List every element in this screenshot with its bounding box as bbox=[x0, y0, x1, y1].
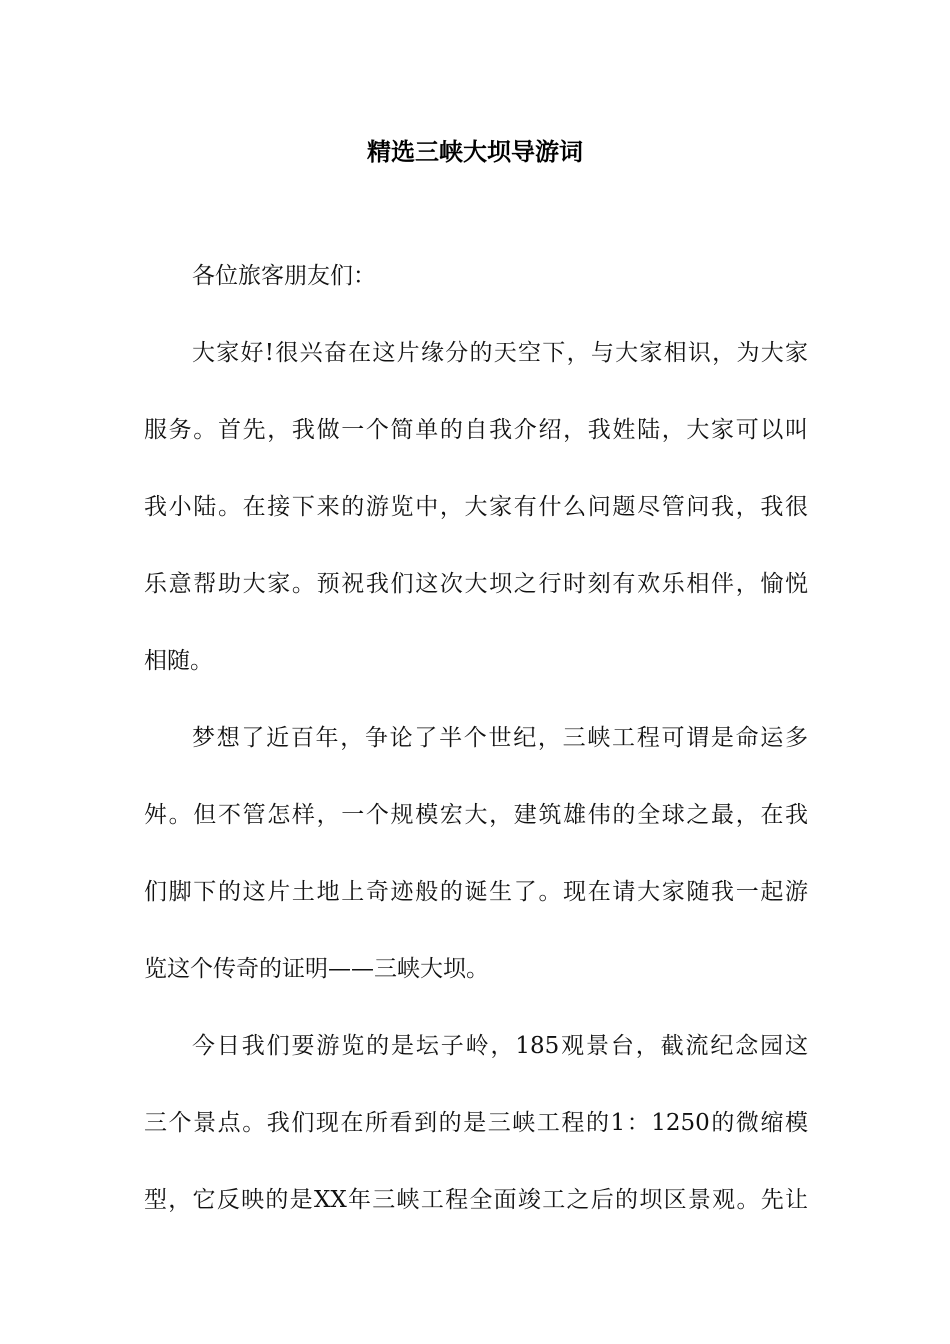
paragraph-line: 览这个传奇的证明——三峡大坝。 bbox=[144, 956, 489, 982]
paragraph-line: 梦想了近百年，争论了半个世纪，三峡工程可谓是命运多 bbox=[192, 725, 808, 751]
paragraph-greeting: 各位旅客朋友们： bbox=[192, 263, 376, 289]
paragraph-line: 乐意帮助大家。预祝我们这次大坝之行时刻有欢乐相伴，愉悦 bbox=[144, 571, 808, 597]
paragraph-line: 我小陆。在接下来的游览中，大家有什么问题尽管问我，我很 bbox=[144, 494, 808, 520]
paragraph-line: 们脚下的这片土地上奇迹般的诞生了。现在请大家随我一起游 bbox=[144, 879, 808, 905]
paragraph-line: 舛。但不管怎样，一个规模宏大，建筑雄伟的全球之最，在我 bbox=[144, 802, 808, 828]
paragraph-line: 服务。首先，我做一个简单的自我介绍，我姓陆，大家可以叫 bbox=[144, 417, 808, 443]
paragraph-line: 型，它反映的是XX年三峡工程全面竣工之后的坝区景观。先让 bbox=[144, 1187, 808, 1213]
paragraph-line: 大家好!很兴奋在这片缘分的天空下，与大家相识，为大家 bbox=[192, 340, 808, 366]
paragraph-line: 相随。 bbox=[144, 648, 213, 674]
paragraph-line: 三个景点。我们现在所看到的是三峡工程的1：1250的微缩模 bbox=[144, 1110, 808, 1136]
document-title: 精选三峡大坝导游词 bbox=[367, 137, 583, 166]
paragraph-line: 今日我们要游览的是坛子岭，185观景台，截流纪念园这 bbox=[192, 1033, 808, 1059]
